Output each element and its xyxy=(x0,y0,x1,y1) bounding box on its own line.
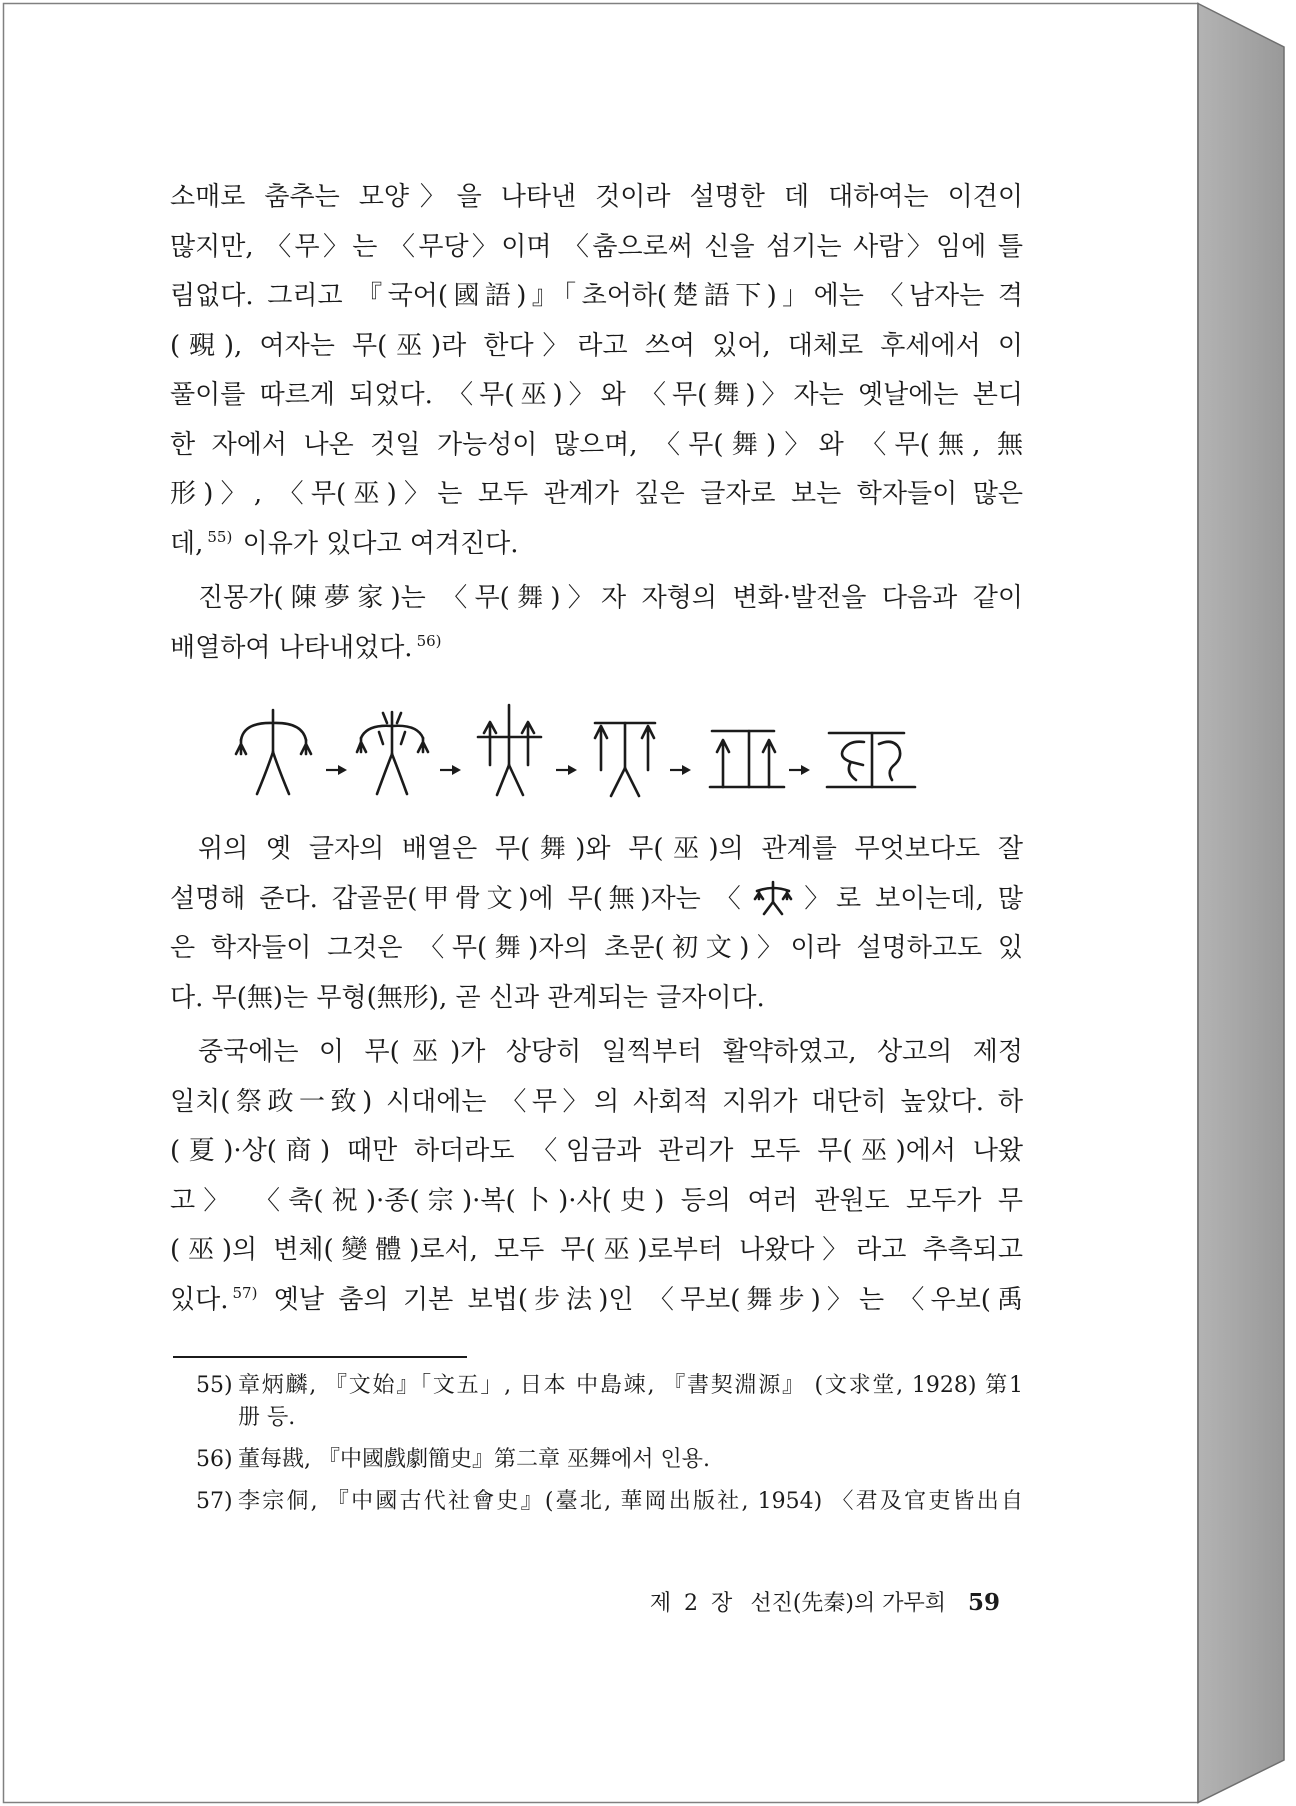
body-line: 림없다. 그리고 『국어(國語)』「초어하(楚語下)」에는 〈남자는 격 xyxy=(170,281,1023,311)
stroke xyxy=(509,765,523,795)
body-line xyxy=(170,520,1023,570)
footnote-number: 57) xyxy=(196,1489,233,1514)
oracle-glyph-5 xyxy=(710,731,784,787)
stroke xyxy=(522,722,534,765)
body-line: 다. 무(無)는 무형(無形), 곧 신과 관계되는 글자이다. xyxy=(170,982,765,1013)
arrow-right-icon xyxy=(670,765,691,775)
chapter-label: 제 2 장 xyxy=(649,1591,733,1616)
footnote-ref-57: 57) xyxy=(232,1283,258,1302)
body-line: 일치(祭政一致) 시대에는 〈무〉의 사회적 지위가 대단히 높았다. 하 xyxy=(170,1086,1023,1117)
stroke xyxy=(764,902,782,914)
stroke xyxy=(377,754,392,794)
footnote-line: 李宗侗, 『中國古代社會史』(臺北, 華岡出版社, 1954) 〈君及官吏皆出自 xyxy=(238,1489,1023,1514)
stroke xyxy=(763,740,775,787)
body-line xyxy=(170,624,1023,674)
stroke xyxy=(717,740,729,787)
stroke xyxy=(783,891,791,899)
stroke xyxy=(236,740,246,754)
paragraph-4 xyxy=(170,1028,1023,1325)
footnote-text xyxy=(238,1486,1023,1518)
line-text: 있다. xyxy=(170,1284,229,1315)
footnote-57 xyxy=(196,1486,1023,1518)
glyph-evolution-figure xyxy=(170,673,1023,825)
arrow-right-icon xyxy=(326,765,347,775)
stroke xyxy=(879,742,900,780)
arrow-head xyxy=(568,765,577,775)
footnotes xyxy=(196,1370,1023,1518)
footnote-ref-56: 56) xyxy=(416,631,442,650)
arrow-head xyxy=(452,765,461,775)
body-line: (覡), 여자는 무(巫)라 한다〉라고 쓰여 있어, 대체로 후세에서 이 xyxy=(170,330,1023,361)
stroke xyxy=(273,752,289,794)
line-text: 이유가 있다고 여겨진다. xyxy=(234,528,519,559)
body-line: 고〉 〈축(祝)·종(宗)·복(卜)·사(史) 등의 여러 관원도 모두가 무 xyxy=(170,1185,1023,1216)
line-text: 데, xyxy=(170,528,204,559)
book-edge xyxy=(1198,4,1284,1803)
oracle-wu-glyph-icon xyxy=(753,880,793,916)
stroke xyxy=(392,754,407,794)
oracle-glyph-1 xyxy=(236,710,311,794)
footnote-text xyxy=(238,1444,1023,1476)
stroke xyxy=(418,738,428,752)
body-line: 소매로 춤추는 모양〉을 나타낸 것이라 설명한 데 대하여는 이견이 xyxy=(170,182,1023,212)
body-line xyxy=(170,875,1023,925)
oracle-glyph-3 xyxy=(478,705,541,795)
paragraph-1 xyxy=(170,173,1023,569)
line-text: 옛날 춤의 기본 보법(步法)인 〈무보(舞步)〉는 〈우보(禹 xyxy=(259,1284,1023,1315)
footnote-divider xyxy=(173,1356,467,1358)
body-line: (夏)·상(商) 때만 하더라도 〈임금과 관리가 모두 무(巫)에서 나왔 xyxy=(170,1136,1023,1166)
running-footer xyxy=(650,1586,1000,1621)
stroke xyxy=(595,726,607,770)
body-line: (巫)의 변체(變體)로서, 모두 무(巫)로부터 나왔다〉라고 추측되고 xyxy=(170,1235,1023,1265)
chapter-title: 선진(先秦)의 가무희 xyxy=(750,1591,946,1616)
body-line: 위의 옛 글자의 배열은 무(舞)와 무(巫)의 관계를 무엇보다도 잘 xyxy=(198,834,1023,864)
body-text xyxy=(170,173,1023,1325)
footnote-text xyxy=(238,1370,1023,1434)
footnote-line: 董每戡, 『中國戲劇簡史』第二章 巫舞에서 인용. xyxy=(238,1447,710,1472)
oracle-glyph-4 xyxy=(595,723,655,796)
footnote-number: 56) xyxy=(196,1447,233,1472)
arrow-head xyxy=(338,765,347,775)
stroke xyxy=(257,752,273,794)
body-line: 形)〉, 〈무(巫)〉는 모두 관계가 깊은 글자로 보는 학자들이 많은 xyxy=(170,479,1023,509)
body-line: 중국에는 이 무(巫)가 상당히 일찍부터 활약하였고, 상고의 제정 xyxy=(198,1037,1023,1067)
body-line: 풀이를 따르게 되었다. 〈무(巫)〉와 〈무(舞)〉자는 옛날에는 본디 xyxy=(170,380,1023,410)
stroke xyxy=(484,722,496,765)
stroke xyxy=(301,740,311,754)
page-number: 59 xyxy=(967,1589,1000,1616)
stroke xyxy=(497,765,509,795)
arrow-right-icon xyxy=(789,765,810,775)
body-line: 많지만, 〈무〉는 〈무당〉이며 〈춤으로써 신을 섬기는 사람〉임에 틀 xyxy=(170,231,1023,262)
stroke xyxy=(755,891,763,899)
stroke xyxy=(625,768,639,796)
oracle-glyph-6 xyxy=(827,733,915,787)
stroke xyxy=(642,726,654,770)
footnote-number: 55) xyxy=(196,1373,233,1398)
glyph-evolution-svg xyxy=(170,673,1023,825)
paragraph-3 xyxy=(170,825,1023,1023)
arrow-right-icon xyxy=(440,765,461,775)
oracle-glyph-2 xyxy=(357,712,428,794)
stroke xyxy=(611,768,625,796)
line-text: 설명해 준다. 갑골문(甲骨文)에 무(無)자는 〈 xyxy=(170,883,747,914)
line-text: 배열하여 나타내었다. xyxy=(170,632,413,663)
footnote-ref-55: 55) xyxy=(207,527,233,546)
footnote-line: 册 등. xyxy=(238,1405,296,1430)
stroke xyxy=(357,738,366,752)
footnote-line: 章炳麟, 『文始』「文五」, 日本 中島竦, 『書契淵源』 (文求堂, 1928) 第1 xyxy=(238,1373,1023,1398)
arrow-head xyxy=(801,765,810,775)
line-text: 〉로 보이는데, 많 xyxy=(798,883,1023,914)
footnote-55 xyxy=(196,1370,1023,1434)
body-line: 진몽가(陳夢家)는 〈무(舞)〉자 자형의 변화·발전을 다음과 같이 xyxy=(198,583,1023,613)
body-line xyxy=(170,1276,1023,1326)
paragraph-2 xyxy=(170,574,1023,673)
arrow-head xyxy=(682,765,691,775)
body-line: 한 자에서 나온 것일 가능성이 많으며, 〈무(舞)〉와 〈무(無, 無 xyxy=(170,429,1023,460)
footnote-56 xyxy=(196,1444,1023,1476)
body-line: 은 학자들이 그것은 〈무(舞)자의 초문(初文)〉이라 설명하고도 있 xyxy=(170,933,1023,963)
stroke xyxy=(842,742,864,780)
arrow-right-icon xyxy=(556,765,577,775)
